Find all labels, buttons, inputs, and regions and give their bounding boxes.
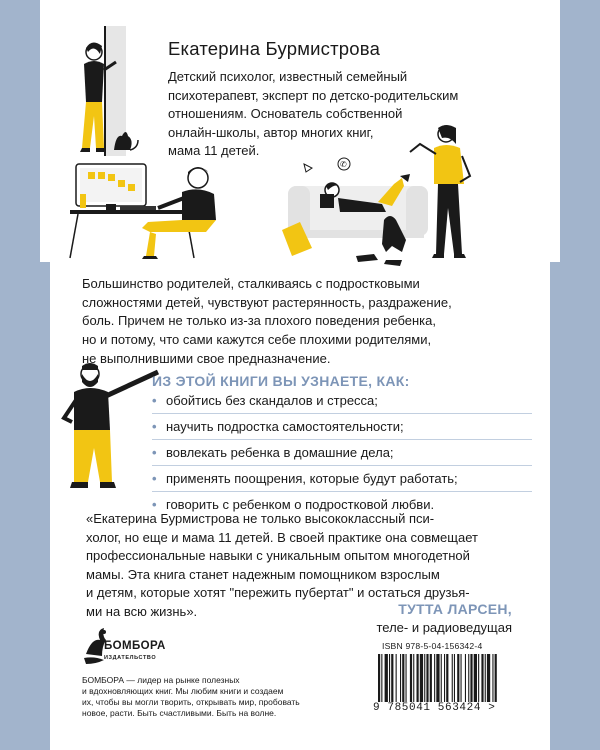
quote-line: и детям, которые хотят "пережить пубертат" и остаться друзья- — [86, 585, 470, 601]
quote-line: «Екатерина Бурмистрова не только высококлассный пси- — [86, 511, 435, 526]
list-item-text: говорить с ребенком о подростковой любви. — [166, 497, 435, 512]
barcode-bar — [446, 654, 448, 702]
barcode-bar — [481, 654, 483, 702]
publisher-line: БОМБОРА — лидер на рынке полезных — [82, 675, 240, 685]
barcode-bar — [400, 654, 401, 702]
intro-paragraph — [82, 275, 522, 369]
author-bio-line: отношениям. Основатель собственной — [168, 106, 403, 121]
publisher-line: и вдохновляющих книг. Мы любим книги и создаем — [82, 686, 284, 696]
bullet-icon: • — [152, 497, 157, 512]
barcode-bar — [396, 654, 397, 702]
publisher-logo-name: БОМБОРА — [104, 640, 166, 652]
intro-line: боль. Причем не только из-за плохого поведения ребенка, — [82, 313, 436, 329]
author-bio — [168, 68, 518, 161]
intro-line: не выполнившими свое предназначение. — [82, 350, 331, 366]
barcode-bar — [454, 654, 455, 702]
barcode-bar — [474, 654, 477, 702]
bullet-icon: • — [152, 471, 157, 486]
bullet-icon: • — [152, 419, 157, 434]
list-item-text: обойтись без скандалов и стресса; — [166, 393, 378, 408]
publisher-line: новое, расти. Быть счастливыми. Быть на волне. — [82, 708, 277, 718]
quote-line: холог, но еще и мама 11 детей. В своей практике она совмещает — [86, 529, 478, 545]
bearded-man-pointing-illustration — [56, 358, 162, 492]
barcode-bar — [389, 654, 390, 702]
list-item-text: применять поощрения, которые будут работать; — [166, 471, 458, 486]
barcode-bar — [424, 654, 425, 702]
publisher-description — [82, 675, 344, 719]
author-name: Екатерина Бурмистрова — [168, 38, 381, 59]
learn-list — [152, 388, 532, 517]
barcode-bar — [487, 654, 490, 702]
barcode-bar — [420, 654, 423, 702]
svg-text:✆: ✆ — [340, 160, 347, 169]
barcode-bar — [441, 654, 442, 708]
barcode-bar — [417, 654, 419, 702]
barcode-bar — [410, 654, 412, 702]
quote-line: мамы. Эта книга станет надежным помощником взрослым — [86, 566, 440, 582]
isbn-label: ISBN 978-5-04-156342-4 — [382, 641, 483, 651]
list-item-text: вовлекать ребенка в домашние дела; — [166, 445, 394, 460]
author-bio-line: мама 11 детей. — [168, 143, 260, 158]
barcode-bar — [434, 654, 435, 702]
author-bio-line: Детский психолог, известный семейный — [168, 69, 408, 84]
list-item — [152, 440, 532, 466]
barcode-bar — [495, 654, 497, 708]
barcode-bar — [465, 654, 466, 702]
list-item — [152, 388, 532, 414]
quote-author: ТУТТА ЛАРСЕН, — [398, 601, 512, 617]
barcode-bar — [426, 654, 428, 702]
quote-line: ми на всю жизнь». — [86, 603, 198, 619]
barcode-bar — [436, 654, 439, 708]
bullet-icon: • — [152, 393, 157, 408]
barcode-bar — [385, 654, 388, 702]
list-item — [152, 414, 532, 440]
barcode-bar — [378, 654, 380, 708]
author-bio-line: онлайн-школы, автор многих книг, — [168, 124, 374, 140]
barcode-bar — [406, 654, 407, 702]
barcode-bar — [492, 654, 493, 702]
barcode-bar — [478, 654, 479, 702]
publisher-logo-subtitle: ИЗДАТЕЛЬСТВО — [104, 655, 157, 661]
barcode-bar — [468, 654, 469, 702]
barcode-bar — [430, 654, 432, 702]
man-at-computer-illustration — [66, 158, 226, 260]
intro-line: Большинство родителей, сталкиваясь с подростковыми — [82, 276, 420, 291]
publisher-line: их, чтобы вы могли творить, открывать мир, пробовать — [82, 697, 300, 707]
barcode-bar — [413, 654, 414, 702]
intro-line: сложностями детей, чувствуют растерянность, раздражение, — [82, 294, 452, 310]
quote-line: профессиональные навыки с уникальным опытом многодетной — [86, 548, 470, 564]
barcode-bar — [485, 654, 486, 702]
learn-heading: ИЗ ЭТОЙ КНИГИ ВЫ УЗНАЕТЕ, КАК: — [152, 373, 410, 389]
list-item-text: научить подростка самостоятельности; — [166, 419, 404, 434]
barcode-bar — [391, 654, 393, 702]
barcode-bar — [470, 654, 472, 702]
barcode-bar — [452, 654, 453, 702]
bullet-icon: • — [152, 445, 157, 460]
woman-peeking-illustration — [64, 24, 146, 160]
barcode-bar — [457, 654, 459, 702]
barcode-bar — [402, 654, 404, 702]
author-bio-line: психотерапевт, эксперт по детско-родительским — [168, 87, 459, 103]
barcode-bar — [444, 654, 445, 702]
intro-line: но и потому, что сами кажутся себе плохими родителями, — [82, 332, 432, 348]
list-item — [152, 466, 532, 492]
barcode-digits: 9 785041 563424 > — [371, 702, 537, 714]
quote-author-role: теле- и радиоведущая — [376, 620, 512, 635]
barcode-bar — [381, 654, 382, 708]
barcode-bar — [461, 654, 462, 702]
